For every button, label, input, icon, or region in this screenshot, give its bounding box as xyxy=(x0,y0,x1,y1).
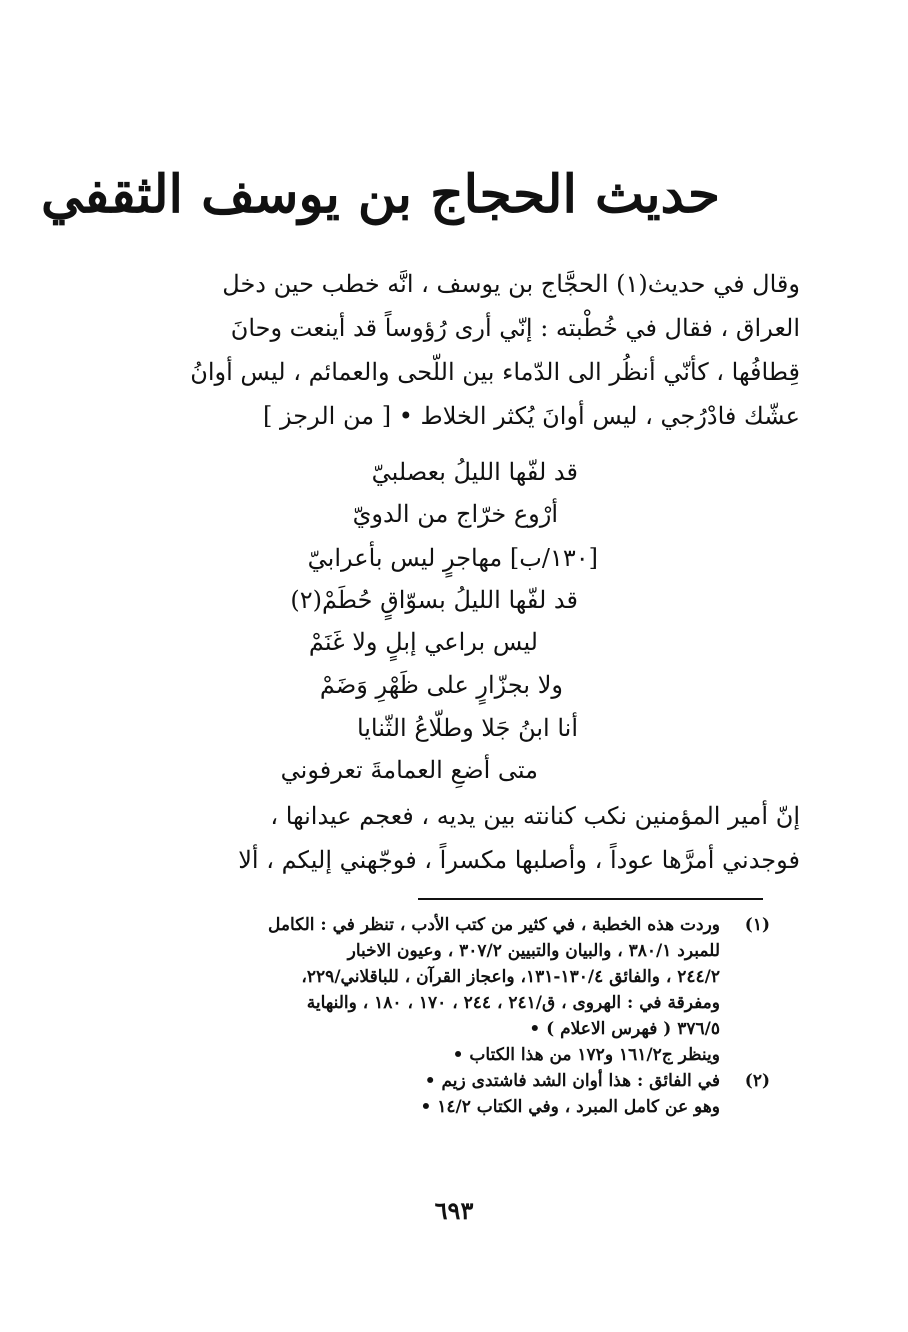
verse-line: [١٣٠/ب] مهاجرٍ ليس بأعرابيّ xyxy=(307,544,598,572)
verse-line-8 xyxy=(281,750,538,790)
body-line: فوجدني أمرَّها عوداً ، وأصلبها مكسراً ، فوجّهني إليكم ، ألا xyxy=(238,846,800,874)
verse-line: أرْوع خرّاج من الدويّ xyxy=(352,500,558,528)
verse-line: متى أضعِ العمامةَ تعرفوني xyxy=(280,756,538,784)
verse-line-7 xyxy=(357,708,578,748)
footnote-line: وردت هذه الخطبة ، في كثير من كتب الأدب ، تنظر في : الكامل xyxy=(268,915,720,935)
verse-line: قد لفّها الليلُ بعصلبيّ xyxy=(371,458,578,486)
verse-line: قد لفّها الليلُ بسوّاقٍ حُطَمْ(٢) xyxy=(290,586,578,614)
footnote-2 xyxy=(110,1068,800,1120)
footnote-line: للمبرد ٣٨٠/١ ، والبيان والتبيين ٣٠٧/٢ ، وعيون الاخبار xyxy=(347,941,720,961)
footnote-line: وهو عن كامل المبرد ، وفي الكتاب ١٤/٢ • xyxy=(420,1097,720,1117)
footnote-number: (٢) xyxy=(744,1071,770,1091)
footnote-1 xyxy=(110,912,800,1068)
verse-line: ولا بجزّارٍ على ظَهْرِ وَضَمْ xyxy=(319,671,563,699)
verse-line-6 xyxy=(320,665,563,705)
footnote-line: ومفرقة في : الهروى ، ق/٢٤١ ، ٢٤٤ ، ١٧٠ ، ١٨٠ ، والنهاية xyxy=(306,993,720,1013)
body-line: إنّ أمير المؤمنين نكب كنانته بين يديه ، فعجم عيدانها ، xyxy=(270,802,800,830)
body-line: عشّك فادْرُجي ، ليس أوانَ يُكثر الخلاط • [ من الرجز ] xyxy=(263,402,800,430)
footnote-divider xyxy=(418,898,763,900)
body-line: وقال في حديث(١) الحجَّاج بن يوسف ، انَّه خطب حين دخل xyxy=(222,270,800,298)
footnote-line: ٣٧٦/٥ ( فهرس الاعلام ) • xyxy=(529,1019,720,1039)
chapter-title: حديث الحجاج بن يوسف الثقفي xyxy=(41,164,720,225)
page-number: ٦٩٣ xyxy=(434,1196,474,1225)
footnote-line: وينظر ج١٦١/٢ و١٧٢ من هذا الكتاب • xyxy=(452,1045,720,1065)
verse-line: ليس براعي إبلٍ ولا غَنَمْ xyxy=(308,628,538,656)
footnote-number: (١) xyxy=(744,915,770,935)
body-line: العراق ، فقال في خُطْبته : إنّي أرى رُؤوساً قد أينعت وحانَ xyxy=(230,314,800,342)
verse-line-4 xyxy=(290,580,578,620)
verse-line-5 xyxy=(309,622,538,662)
body-paragraph-1 xyxy=(110,262,800,438)
verse-line-2 xyxy=(353,494,558,534)
verse-line-1 xyxy=(372,452,578,492)
footnotes xyxy=(110,912,800,1120)
body-line: قِطافُها ، كأنّي أنظُر الى الدّماء بين اللّحى والعمائم ، ليس أوانُ xyxy=(190,358,800,386)
body-paragraph-2 xyxy=(110,794,800,882)
footnote-line: ٢٤٤/٢ ، والفائق ١٣٠/٤-١٣١، واعجاز القرآن ، للباقلاني/٢٢٩، xyxy=(301,967,720,987)
verse-line-3 xyxy=(308,538,598,578)
footnote-line: في الفائق : هذا أوان الشد فاشتدى زيم • xyxy=(424,1071,720,1091)
verse-line: أنا ابنُ جَلا وطلّاعُ الثّنايا xyxy=(356,714,578,742)
